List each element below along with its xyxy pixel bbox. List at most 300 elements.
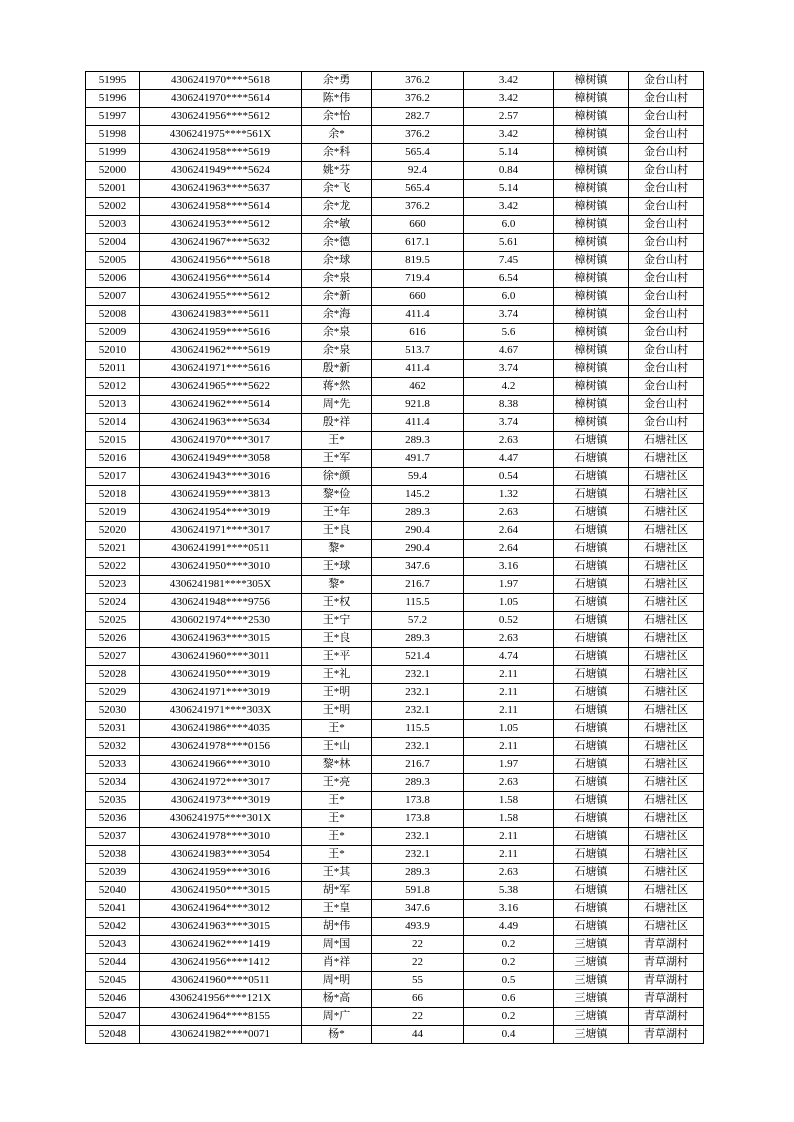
cell-id-number: 4306241963****5634 <box>140 414 302 432</box>
cell-town: 石塘镇 <box>554 828 629 846</box>
table-row <box>86 1008 704 1026</box>
cell-town: 石塘镇 <box>554 432 629 450</box>
cell-village: 石塘社区 <box>629 684 704 702</box>
cell-serial-number: 52013 <box>86 396 140 414</box>
cell-serial-number: 52038 <box>86 846 140 864</box>
cell-amount: 59.4 <box>372 468 464 486</box>
table-row <box>86 990 704 1008</box>
cell-person-name: 余*泉 <box>302 270 372 288</box>
cell-amount: 491.7 <box>372 450 464 468</box>
cell-amount: 22 <box>372 954 464 972</box>
cell-amount: 232.1 <box>372 684 464 702</box>
cell-serial-number: 52012 <box>86 378 140 396</box>
cell-person-name: 王*山 <box>302 738 372 756</box>
cell-serial-number: 52003 <box>86 216 140 234</box>
cell-amount: 232.1 <box>372 738 464 756</box>
cell-amount: 411.4 <box>372 414 464 432</box>
cell-person-name: 王*明 <box>302 702 372 720</box>
cell-village: 石塘社区 <box>629 666 704 684</box>
cell-amount: 115.5 <box>372 720 464 738</box>
cell-town: 石塘镇 <box>554 684 629 702</box>
cell-id-number: 4306241958****5619 <box>140 144 302 162</box>
cell-amount: 115.5 <box>372 594 464 612</box>
cell-serial-number: 52015 <box>86 432 140 450</box>
cell-rate: 1.58 <box>464 810 554 828</box>
cell-person-name: 王*球 <box>302 558 372 576</box>
cell-rate: 0.2 <box>464 936 554 954</box>
cell-person-name: 王*礼 <box>302 666 372 684</box>
cell-serial-number: 52035 <box>86 792 140 810</box>
cell-id-number: 4306241962****5619 <box>140 342 302 360</box>
cell-person-name: 周*国 <box>302 936 372 954</box>
cell-rate: 3.74 <box>464 414 554 432</box>
table-row <box>86 252 704 270</box>
cell-amount: 660 <box>372 216 464 234</box>
cell-person-name: 陈*伟 <box>302 90 372 108</box>
cell-village: 金台山村 <box>629 378 704 396</box>
cell-person-name: 杨*高 <box>302 990 372 1008</box>
cell-town: 石塘镇 <box>554 486 629 504</box>
cell-town: 石塘镇 <box>554 756 629 774</box>
cell-rate: 2.11 <box>464 684 554 702</box>
cell-town: 三塘镇 <box>554 936 629 954</box>
cell-serial-number: 52011 <box>86 360 140 378</box>
cell-rate: 2.64 <box>464 540 554 558</box>
table-row <box>86 522 704 540</box>
cell-id-number: 4306241949****5624 <box>140 162 302 180</box>
table-row <box>86 306 704 324</box>
cell-serial-number: 52048 <box>86 1026 140 1044</box>
cell-rate: 6.0 <box>464 216 554 234</box>
cell-village: 青草湖村 <box>629 972 704 990</box>
cell-serial-number: 52007 <box>86 288 140 306</box>
cell-rate: 2.11 <box>464 702 554 720</box>
cell-serial-number: 52031 <box>86 720 140 738</box>
cell-id-number: 4306241955****5612 <box>140 288 302 306</box>
cell-amount: 232.1 <box>372 666 464 684</box>
cell-village: 石塘社区 <box>629 792 704 810</box>
cell-rate: 2.57 <box>464 108 554 126</box>
cell-rate: 3.42 <box>464 126 554 144</box>
cell-person-name: 周*明 <box>302 972 372 990</box>
cell-person-name: 王* <box>302 810 372 828</box>
cell-village: 石塘社区 <box>629 432 704 450</box>
cell-village: 青草湖村 <box>629 1026 704 1044</box>
cell-town: 石塘镇 <box>554 810 629 828</box>
cell-person-name: 王* <box>302 828 372 846</box>
cell-id-number: 4306241970****5618 <box>140 72 302 90</box>
cell-id-number: 4306241978****0156 <box>140 738 302 756</box>
cell-rate: 0.2 <box>464 954 554 972</box>
cell-village: 金台山村 <box>629 252 704 270</box>
cell-village: 金台山村 <box>629 288 704 306</box>
cell-village: 石塘社区 <box>629 486 704 504</box>
table-row <box>86 720 704 738</box>
cell-village: 石塘社区 <box>629 468 704 486</box>
cell-village: 石塘社区 <box>629 450 704 468</box>
table-body <box>86 72 704 1044</box>
cell-id-number: 4306241953****5612 <box>140 216 302 234</box>
cell-person-name: 余* <box>302 126 372 144</box>
cell-amount: 232.1 <box>372 846 464 864</box>
cell-village: 金台山村 <box>629 198 704 216</box>
table-row <box>86 288 704 306</box>
cell-rate: 2.63 <box>464 630 554 648</box>
table-row <box>86 342 704 360</box>
cell-village: 金台山村 <box>629 126 704 144</box>
table-row <box>86 594 704 612</box>
cell-id-number: 4306241975****561X <box>140 126 302 144</box>
cell-id-number: 4306241971****3017 <box>140 522 302 540</box>
cell-person-name: 杨* <box>302 1026 372 1044</box>
cell-village: 石塘社区 <box>629 720 704 738</box>
cell-amount: 55 <box>372 972 464 990</box>
cell-serial-number: 52047 <box>86 1008 140 1026</box>
cell-amount: 376.2 <box>372 90 464 108</box>
cell-town: 石塘镇 <box>554 630 629 648</box>
cell-person-name: 王*明 <box>302 684 372 702</box>
cell-town: 石塘镇 <box>554 702 629 720</box>
cell-serial-number: 52004 <box>86 234 140 252</box>
table-row <box>86 162 704 180</box>
cell-person-name: 余*科 <box>302 144 372 162</box>
cell-person-name: 殷*新 <box>302 360 372 378</box>
cell-amount: 289.3 <box>372 864 464 882</box>
cell-id-number: 4306241971****303X <box>140 702 302 720</box>
cell-rate: 2.63 <box>464 774 554 792</box>
cell-amount: 591.8 <box>372 882 464 900</box>
table-row <box>86 414 704 432</box>
cell-amount: 44 <box>372 1026 464 1044</box>
cell-id-number: 4306241965****5622 <box>140 378 302 396</box>
cell-rate: 3.16 <box>464 558 554 576</box>
cell-town: 石塘镇 <box>554 540 629 558</box>
cell-rate: 5.6 <box>464 324 554 342</box>
cell-id-number: 4306241950****3015 <box>140 882 302 900</box>
cell-serial-number: 51999 <box>86 144 140 162</box>
cell-serial-number: 52045 <box>86 972 140 990</box>
table-row <box>86 972 704 990</box>
cell-rate: 3.42 <box>464 90 554 108</box>
cell-id-number: 4306241973****3019 <box>140 792 302 810</box>
cell-amount: 565.4 <box>372 144 464 162</box>
cell-serial-number: 52040 <box>86 882 140 900</box>
cell-id-number: 4306241956****1412 <box>140 954 302 972</box>
cell-amount: 216.7 <box>372 576 464 594</box>
cell-town: 樟树镇 <box>554 360 629 378</box>
cell-person-name: 余*新 <box>302 288 372 306</box>
cell-village: 金台山村 <box>629 90 704 108</box>
cell-amount: 376.2 <box>372 126 464 144</box>
cell-serial-number: 52042 <box>86 918 140 936</box>
cell-village: 石塘社区 <box>629 576 704 594</box>
cell-amount: 22 <box>372 1008 464 1026</box>
cell-village: 石塘社区 <box>629 594 704 612</box>
cell-serial-number: 52046 <box>86 990 140 1008</box>
table-row <box>86 558 704 576</box>
table-row <box>86 810 704 828</box>
cell-id-number: 4306241943****3016 <box>140 468 302 486</box>
table-row <box>86 216 704 234</box>
table-row <box>86 90 704 108</box>
cell-amount: 921.8 <box>372 396 464 414</box>
cell-amount: 289.3 <box>372 504 464 522</box>
cell-person-name: 胡*伟 <box>302 918 372 936</box>
cell-amount: 173.8 <box>372 810 464 828</box>
cell-amount: 216.7 <box>372 756 464 774</box>
cell-amount: 493.9 <box>372 918 464 936</box>
cell-rate: 4.67 <box>464 342 554 360</box>
cell-village: 石塘社区 <box>629 738 704 756</box>
table-row <box>86 882 704 900</box>
cell-town: 石塘镇 <box>554 594 629 612</box>
cell-rate: 2.11 <box>464 666 554 684</box>
cell-id-number: 4306241971****3019 <box>140 684 302 702</box>
cell-town: 石塘镇 <box>554 612 629 630</box>
cell-rate: 0.5 <box>464 972 554 990</box>
cell-town: 樟树镇 <box>554 270 629 288</box>
cell-amount: 617.1 <box>372 234 464 252</box>
table-row <box>86 756 704 774</box>
cell-id-number: 4306241956****5614 <box>140 270 302 288</box>
cell-serial-number: 52006 <box>86 270 140 288</box>
cell-village: 金台山村 <box>629 306 704 324</box>
cell-person-name: 余*德 <box>302 234 372 252</box>
table-row <box>86 144 704 162</box>
cell-amount: 719.4 <box>372 270 464 288</box>
table-row <box>86 738 704 756</box>
cell-person-name: 王*良 <box>302 630 372 648</box>
cell-id-number: 4306021974****2530 <box>140 612 302 630</box>
cell-serial-number: 52018 <box>86 486 140 504</box>
cell-id-number: 4306241963****3015 <box>140 630 302 648</box>
cell-serial-number: 52032 <box>86 738 140 756</box>
cell-person-name: 余*怡 <box>302 108 372 126</box>
cell-rate: 2.11 <box>464 846 554 864</box>
cell-village: 石塘社区 <box>629 522 704 540</box>
cell-serial-number: 52041 <box>86 900 140 918</box>
cell-village: 石塘社区 <box>629 900 704 918</box>
cell-rate: 2.11 <box>464 738 554 756</box>
table-row <box>86 684 704 702</box>
cell-town: 石塘镇 <box>554 882 629 900</box>
cell-amount: 411.4 <box>372 306 464 324</box>
cell-person-name: 周*先 <box>302 396 372 414</box>
cell-town: 石塘镇 <box>554 846 629 864</box>
cell-rate: 0.52 <box>464 612 554 630</box>
cell-serial-number: 51995 <box>86 72 140 90</box>
cell-id-number: 4306241962****1419 <box>140 936 302 954</box>
cell-id-number: 4306241986****4035 <box>140 720 302 738</box>
cell-id-number: 4306241981****305X <box>140 576 302 594</box>
cell-person-name: 王*皇 <box>302 900 372 918</box>
cell-serial-number: 52001 <box>86 180 140 198</box>
cell-town: 三塘镇 <box>554 954 629 972</box>
cell-amount: 819.5 <box>372 252 464 270</box>
cell-village: 金台山村 <box>629 414 704 432</box>
cell-serial-number: 52023 <box>86 576 140 594</box>
cell-serial-number: 52037 <box>86 828 140 846</box>
cell-serial-number: 52025 <box>86 612 140 630</box>
cell-id-number: 4306241960****3011 <box>140 648 302 666</box>
cell-town: 樟树镇 <box>554 288 629 306</box>
cell-rate: 7.45 <box>464 252 554 270</box>
cell-person-name: 殷*祥 <box>302 414 372 432</box>
cell-serial-number: 52034 <box>86 774 140 792</box>
cell-id-number: 4306241975****301X <box>140 810 302 828</box>
cell-amount: 290.4 <box>372 522 464 540</box>
cell-serial-number: 52044 <box>86 954 140 972</box>
cell-amount: 660 <box>372 288 464 306</box>
cell-id-number: 4306241982****0071 <box>140 1026 302 1044</box>
cell-id-number: 4306241956****121X <box>140 990 302 1008</box>
table-row <box>86 378 704 396</box>
cell-town: 三塘镇 <box>554 1026 629 1044</box>
cell-person-name: 王* <box>302 432 372 450</box>
cell-village: 石塘社区 <box>629 810 704 828</box>
cell-town: 樟树镇 <box>554 144 629 162</box>
table-row <box>86 702 704 720</box>
cell-village: 金台山村 <box>629 216 704 234</box>
cell-id-number: 4306241956****5612 <box>140 108 302 126</box>
cell-village: 金台山村 <box>629 72 704 90</box>
cell-id-number: 4306241966****3010 <box>140 756 302 774</box>
cell-amount: 521.4 <box>372 648 464 666</box>
cell-rate: 2.11 <box>464 828 554 846</box>
cell-id-number: 4306241967****5632 <box>140 234 302 252</box>
cell-amount: 462 <box>372 378 464 396</box>
cell-rate: 3.42 <box>464 198 554 216</box>
cell-serial-number: 52039 <box>86 864 140 882</box>
cell-person-name: 王* <box>302 720 372 738</box>
cell-amount: 376.2 <box>372 72 464 90</box>
cell-id-number: 4306241964****8155 <box>140 1008 302 1026</box>
cell-rate: 5.61 <box>464 234 554 252</box>
cell-id-number: 4306241949****3058 <box>140 450 302 468</box>
cell-person-name: 王*宁 <box>302 612 372 630</box>
cell-id-number: 4306241954****3019 <box>140 504 302 522</box>
cell-town: 石塘镇 <box>554 504 629 522</box>
cell-id-number: 4306241970****3017 <box>140 432 302 450</box>
beneficiary-table <box>85 71 704 1044</box>
cell-rate: 5.14 <box>464 144 554 162</box>
cell-village: 金台山村 <box>629 396 704 414</box>
cell-person-name: 余*泉 <box>302 324 372 342</box>
cell-serial-number: 52030 <box>86 702 140 720</box>
cell-town: 樟树镇 <box>554 234 629 252</box>
cell-town: 石塘镇 <box>554 918 629 936</box>
cell-rate: 2.63 <box>464 432 554 450</box>
cell-town: 石塘镇 <box>554 558 629 576</box>
cell-village: 青草湖村 <box>629 990 704 1008</box>
cell-town: 樟树镇 <box>554 198 629 216</box>
table-row <box>86 486 704 504</box>
cell-id-number: 4306241958****5614 <box>140 198 302 216</box>
cell-serial-number: 51997 <box>86 108 140 126</box>
cell-town: 樟树镇 <box>554 216 629 234</box>
cell-rate: 6.0 <box>464 288 554 306</box>
table-row <box>86 126 704 144</box>
cell-rate: 1.05 <box>464 720 554 738</box>
cell-town: 樟树镇 <box>554 162 629 180</box>
cell-town: 樟树镇 <box>554 180 629 198</box>
cell-village: 金台山村 <box>629 108 704 126</box>
cell-rate: 1.05 <box>464 594 554 612</box>
cell-village: 金台山村 <box>629 270 704 288</box>
table-row <box>86 1026 704 1044</box>
cell-serial-number: 52005 <box>86 252 140 270</box>
cell-person-name: 余*海 <box>302 306 372 324</box>
cell-amount: 289.3 <box>372 774 464 792</box>
cell-serial-number: 52016 <box>86 450 140 468</box>
cell-rate: 4.2 <box>464 378 554 396</box>
cell-village: 青草湖村 <box>629 936 704 954</box>
cell-rate: 1.32 <box>464 486 554 504</box>
cell-person-name: 余*飞 <box>302 180 372 198</box>
cell-amount: 376.2 <box>372 198 464 216</box>
cell-id-number: 4306241970****5614 <box>140 90 302 108</box>
table-row <box>86 180 704 198</box>
table-row <box>86 198 704 216</box>
cell-rate: 5.38 <box>464 882 554 900</box>
cell-person-name: 王*军 <box>302 450 372 468</box>
cell-person-name: 黎* <box>302 540 372 558</box>
cell-serial-number: 52009 <box>86 324 140 342</box>
cell-id-number: 4306241963****3015 <box>140 918 302 936</box>
cell-rate: 5.14 <box>464 180 554 198</box>
cell-town: 三塘镇 <box>554 1008 629 1026</box>
cell-id-number: 4306241960****0511 <box>140 972 302 990</box>
cell-town: 樟树镇 <box>554 72 629 90</box>
cell-id-number: 4306241983****5611 <box>140 306 302 324</box>
cell-village: 石塘社区 <box>629 846 704 864</box>
cell-amount: 513.7 <box>372 342 464 360</box>
cell-town: 石塘镇 <box>554 864 629 882</box>
cell-village: 青草湖村 <box>629 1008 704 1026</box>
cell-id-number: 4306241972****3017 <box>140 774 302 792</box>
cell-village: 石塘社区 <box>629 612 704 630</box>
cell-serial-number: 52024 <box>86 594 140 612</box>
cell-serial-number: 52008 <box>86 306 140 324</box>
cell-rate: 1.58 <box>464 792 554 810</box>
cell-serial-number: 52027 <box>86 648 140 666</box>
cell-amount: 66 <box>372 990 464 1008</box>
cell-id-number: 4306241950****3010 <box>140 558 302 576</box>
cell-rate: 3.42 <box>464 72 554 90</box>
table-row <box>86 900 704 918</box>
cell-village: 青草湖村 <box>629 954 704 972</box>
table-row <box>86 666 704 684</box>
cell-amount: 616 <box>372 324 464 342</box>
cell-person-name: 徐*颜 <box>302 468 372 486</box>
cell-person-name: 余*龙 <box>302 198 372 216</box>
cell-village: 金台山村 <box>629 324 704 342</box>
cell-id-number: 4306241956****5618 <box>140 252 302 270</box>
table-row <box>86 774 704 792</box>
cell-town: 石塘镇 <box>554 576 629 594</box>
cell-id-number: 4306241978****3010 <box>140 828 302 846</box>
cell-amount: 289.3 <box>372 432 464 450</box>
cell-village: 石塘社区 <box>629 648 704 666</box>
cell-village: 金台山村 <box>629 342 704 360</box>
cell-amount: 232.1 <box>372 702 464 720</box>
cell-rate: 0.4 <box>464 1026 554 1044</box>
cell-town: 樟树镇 <box>554 252 629 270</box>
cell-rate: 3.74 <box>464 360 554 378</box>
cell-id-number: 4306241983****3054 <box>140 846 302 864</box>
cell-town: 樟树镇 <box>554 306 629 324</box>
cell-town: 樟树镇 <box>554 396 629 414</box>
